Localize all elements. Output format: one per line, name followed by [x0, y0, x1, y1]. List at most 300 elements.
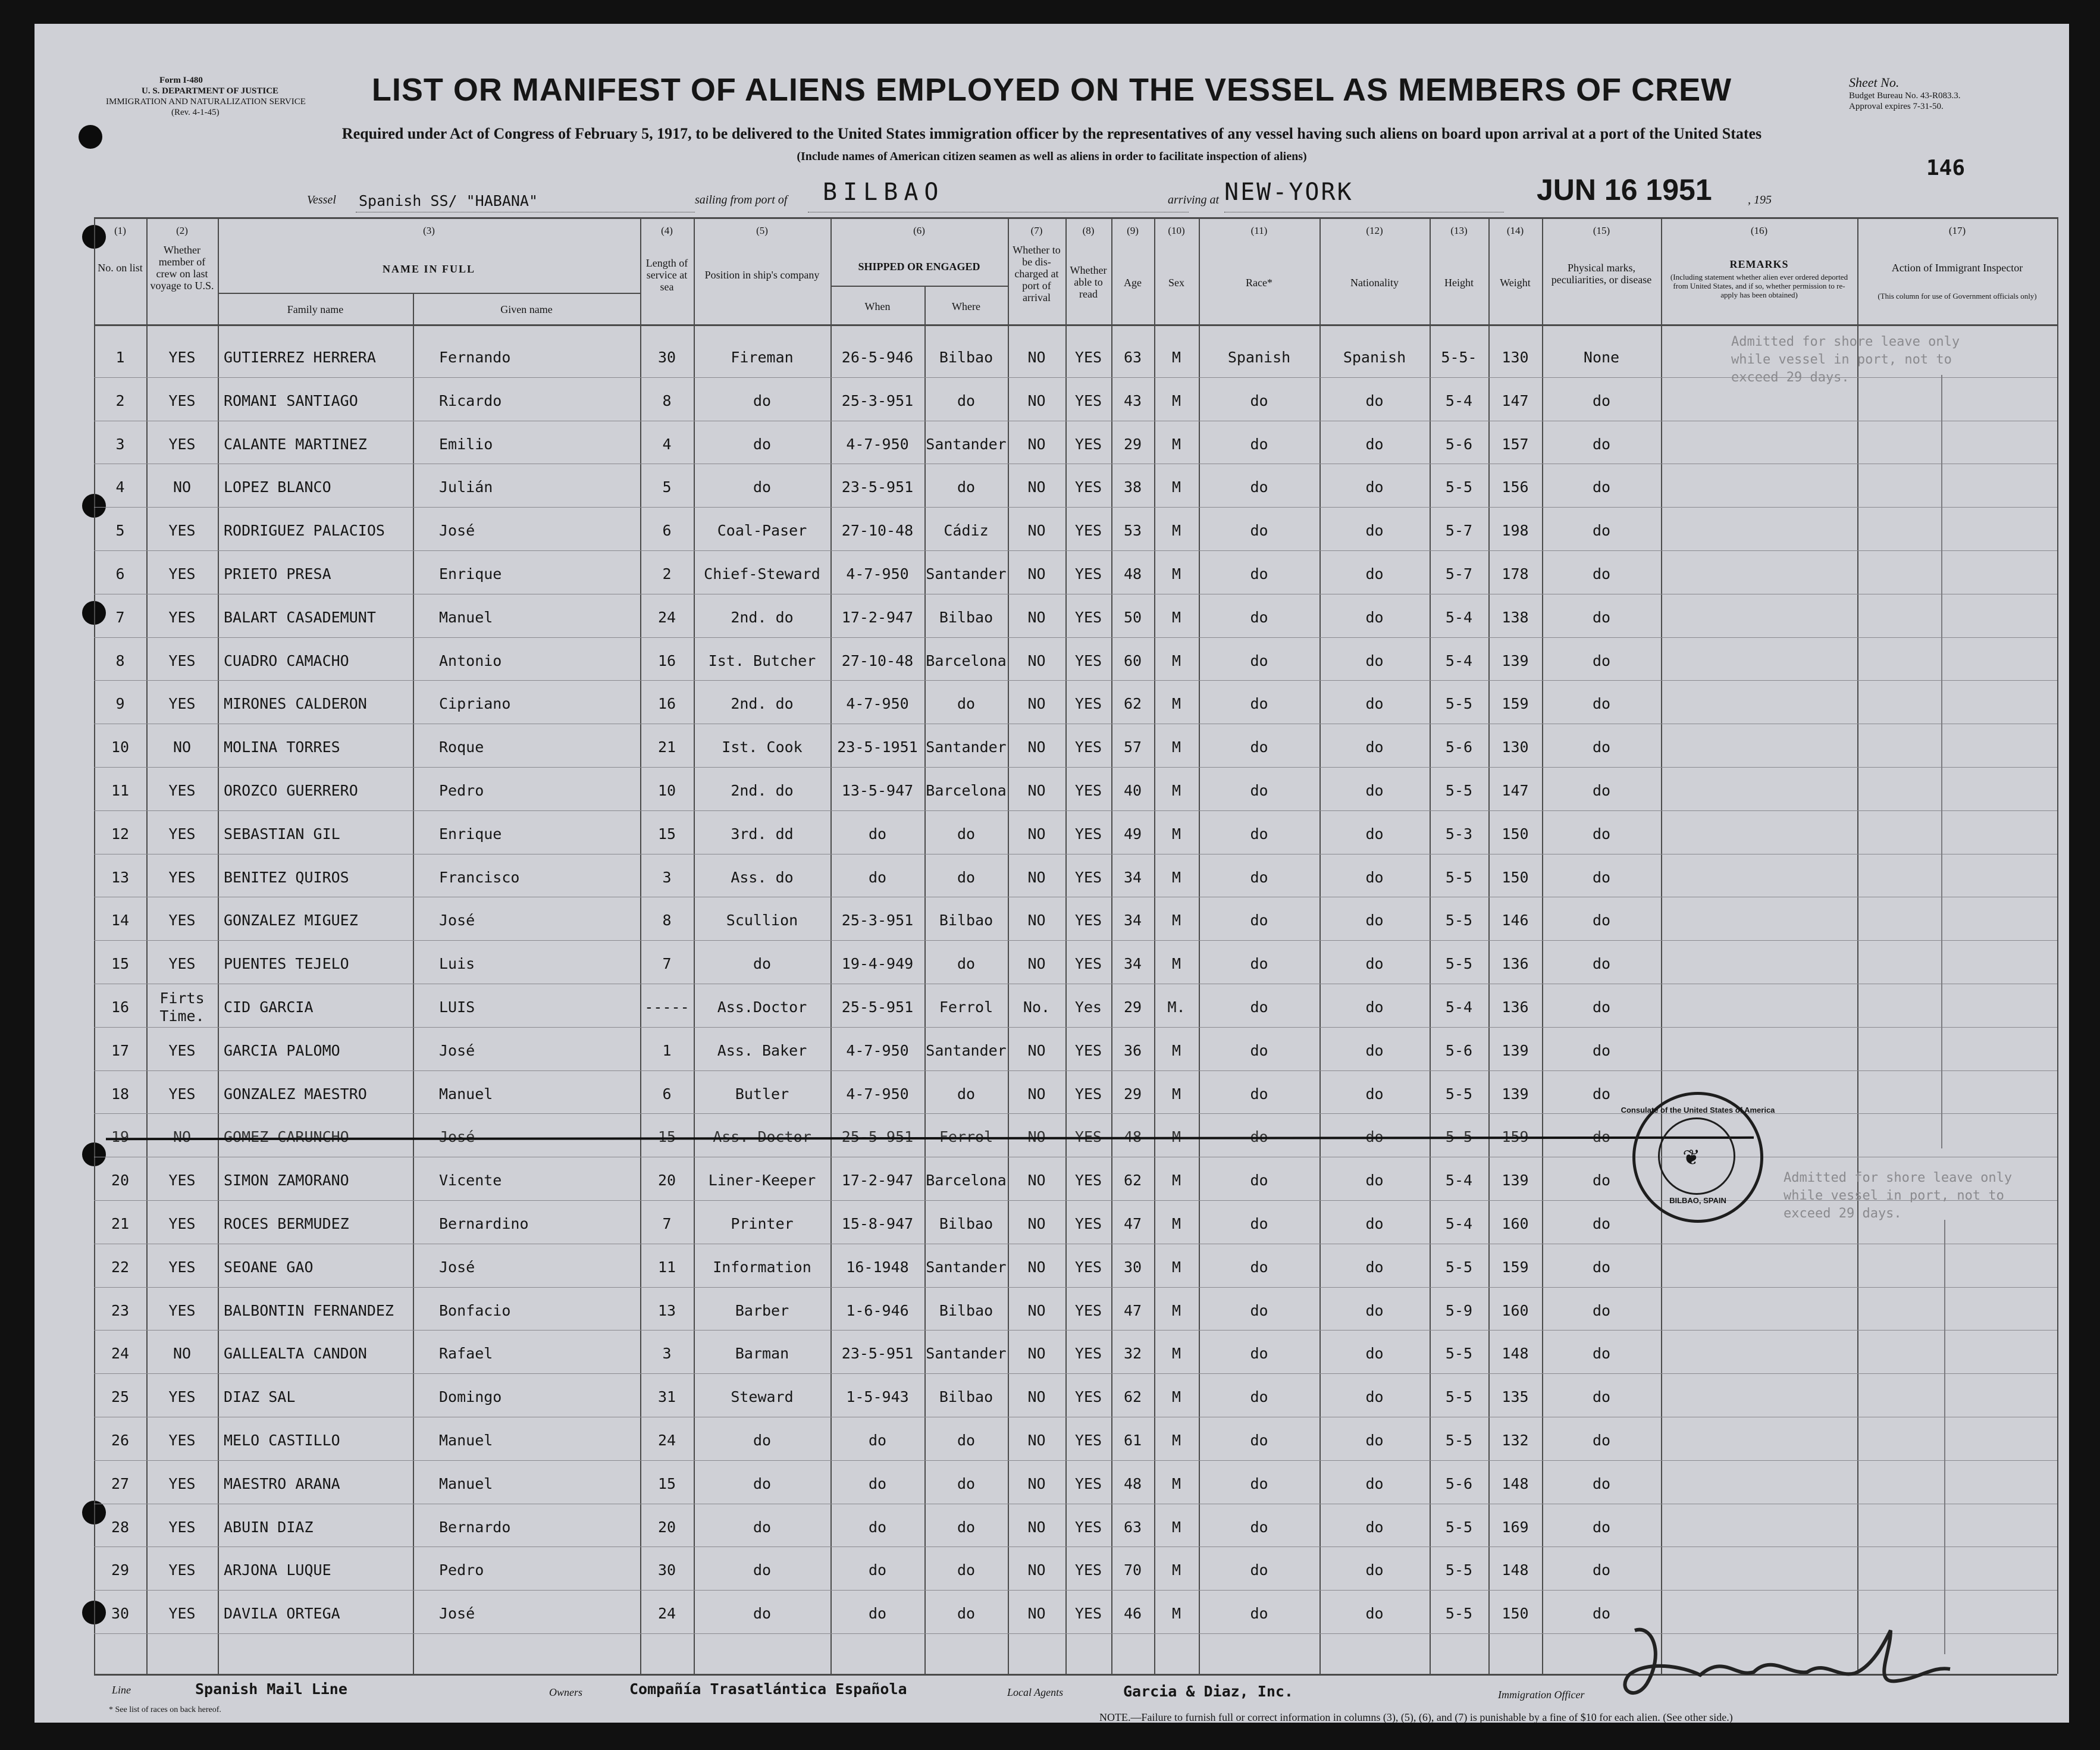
able-to-read: YES — [1074, 565, 1102, 583]
form-number: Form I-480 — [159, 76, 203, 85]
subtitle: Required under Act of Congress of February 5, 1917, to be delivered to the United States immigration officer by the representatives of any vessel having such aliens on board upon arrival at a port of the United States — [341, 125, 1762, 142]
able-to-read: YES — [1074, 1172, 1102, 1189]
age: 60 — [1123, 652, 1142, 669]
able-to-read: YES — [1074, 1518, 1102, 1536]
row-number: 14 — [111, 912, 130, 929]
race: do — [1250, 522, 1268, 540]
discharged: NO — [1027, 522, 1046, 540]
able-to-read: YES — [1074, 912, 1102, 929]
height: 5-6 — [1445, 1474, 1473, 1492]
previous-voyage: NO — [173, 738, 192, 756]
shipped-when: 23-5-1951 — [837, 738, 918, 756]
table-row — [35, 1463, 2069, 1505]
nationality: do — [1365, 998, 1384, 1016]
position: do — [753, 1605, 772, 1623]
shipped-when: 4-7-950 — [846, 435, 909, 453]
age: 61 — [1123, 1432, 1142, 1449]
subtitle-note: (Include names of American citizen seamen as well as aliens in order to facilitate inspection of aliens) — [797, 150, 1307, 163]
race: do — [1250, 652, 1268, 669]
service-length: 30 — [657, 1561, 676, 1579]
shipped-when: 4-7-950 — [846, 565, 909, 583]
col-num: (15) — [1593, 225, 1610, 236]
age: 29 — [1123, 435, 1142, 453]
given-name: Manuel — [439, 1085, 493, 1103]
discharged: NO — [1027, 695, 1046, 713]
shipped-when: 4-7-950 — [846, 695, 909, 713]
previous-voyage: YES — [168, 1474, 196, 1492]
service-length: 24 — [657, 1432, 676, 1449]
sex: M — [1171, 1172, 1181, 1189]
physical-marks: do — [1592, 955, 1611, 973]
weight: 139 — [1502, 1085, 1529, 1103]
weight: 160 — [1502, 1301, 1529, 1319]
age: 32 — [1123, 1345, 1142, 1363]
family-name: MELO CASTILLO — [224, 1432, 340, 1449]
able-to-read: YES — [1074, 392, 1102, 409]
service-length: 21 — [657, 738, 676, 756]
row-rule — [94, 767, 2057, 768]
discharged: NO — [1027, 565, 1046, 583]
nationality: do — [1365, 955, 1384, 973]
shipped-when: 16-1948 — [846, 1258, 909, 1276]
race: do — [1250, 738, 1268, 756]
given-name: Antonio — [439, 652, 502, 669]
shipped-when: do — [868, 1605, 887, 1623]
discharged: NO — [1027, 1258, 1046, 1276]
previous-voyage: YES — [168, 1605, 196, 1623]
previous-voyage: YES — [168, 522, 196, 540]
age: 49 — [1123, 825, 1142, 843]
row-number: 18 — [111, 1085, 130, 1103]
nationality: do — [1365, 912, 1384, 929]
col-num: (14) — [1506, 225, 1524, 236]
service-length: 15 — [657, 1474, 676, 1492]
table-row — [35, 769, 2069, 812]
penalty-note: NOTE.—Failure to furnish full or correct information in columns (3), (5), (6), and (7) is punishable by a fine of $10 for each alien. (See other side.) — [1099, 1711, 1733, 1723]
discharged: NO — [1027, 478, 1046, 496]
nationality: do — [1365, 608, 1384, 626]
discharged: NO — [1027, 392, 1046, 409]
physical-marks: do — [1592, 1041, 1611, 1059]
height: 5-5 — [1445, 1258, 1473, 1276]
table-row — [35, 813, 2069, 856]
height: 5-4 — [1445, 652, 1473, 669]
page-title: LIST OR MANIFEST OF ALIENS EMPLOYED ON THE VESSEL AS MEMBERS OF CREW — [371, 72, 1732, 108]
discharged: NO — [1027, 1215, 1046, 1232]
shipped-where: Ferrol — [939, 998, 993, 1016]
table-row — [35, 1376, 2069, 1419]
header-where: Where — [952, 300, 980, 312]
row-number: 30 — [111, 1605, 130, 1623]
weight: 198 — [1502, 522, 1529, 540]
nationality: do — [1365, 522, 1384, 540]
service-length: 6 — [662, 522, 672, 540]
header-shipped-engaged: SHIPPED OR ENGAGED — [858, 261, 980, 273]
sex: M — [1171, 1041, 1181, 1059]
department: U. S. DEPARTMENT OF JUSTICE — [142, 86, 279, 96]
age: 47 — [1123, 1301, 1142, 1319]
table-row — [35, 856, 2069, 899]
row-number: 26 — [111, 1432, 130, 1449]
position: Barman — [735, 1345, 789, 1363]
weight: 130 — [1502, 349, 1529, 366]
weight: 157 — [1502, 435, 1529, 453]
position: Ist. Cook — [722, 738, 803, 756]
family-name: ROCES BERMUDEZ — [224, 1215, 349, 1232]
nationality: do — [1365, 1474, 1384, 1492]
shipped-where: Bilbao — [939, 1301, 993, 1319]
age: 48 — [1123, 1128, 1142, 1146]
previous-voyage: YES — [168, 1388, 196, 1406]
family-name: ROMANI SANTIAGO — [224, 392, 358, 409]
able-to-read: YES — [1074, 522, 1102, 540]
physical-marks: do — [1592, 1605, 1611, 1623]
given-name: José — [439, 1041, 475, 1059]
table-row — [35, 943, 2069, 985]
race: do — [1250, 1215, 1268, 1232]
row-number: 3 — [115, 435, 125, 453]
vessel-value: Spanish SS/ "HABANA" — [359, 192, 538, 209]
position: do — [753, 1518, 772, 1536]
discharged: NO — [1027, 1345, 1046, 1363]
service-length: 16 — [657, 652, 676, 669]
service-length: 10 — [657, 782, 676, 799]
row-number: 10 — [111, 738, 130, 756]
age: 43 — [1123, 392, 1142, 409]
race: do — [1250, 608, 1268, 626]
weight: 148 — [1502, 1561, 1529, 1579]
sex: M — [1171, 652, 1181, 669]
service-length: 7 — [662, 1215, 672, 1232]
sex: M — [1171, 392, 1181, 409]
shipped-where: do — [957, 1085, 976, 1103]
able-to-read: YES — [1074, 1085, 1102, 1103]
sex: M — [1171, 1128, 1181, 1146]
row-number: 1 — [115, 349, 125, 366]
height: 5-3 — [1445, 825, 1473, 843]
col-num: (1) — [114, 225, 126, 236]
height: 5-5 — [1445, 955, 1473, 973]
physical-marks: do — [1592, 695, 1611, 713]
row-rule — [94, 1546, 2057, 1547]
height: 5-5 — [1445, 1561, 1473, 1579]
discharged: NO — [1027, 825, 1046, 843]
physical-marks: do — [1592, 1085, 1611, 1103]
row-rule — [94, 1373, 2057, 1374]
row-number: 4 — [115, 478, 125, 496]
age: 38 — [1123, 478, 1142, 496]
shipped-where: do — [957, 955, 976, 973]
sex: M — [1171, 912, 1181, 929]
height: 5-5 — [1445, 695, 1473, 713]
race: do — [1250, 1345, 1268, 1363]
discharged: NO — [1027, 1085, 1046, 1103]
nationality: do — [1365, 435, 1384, 453]
position: Ass. Baker — [717, 1041, 807, 1059]
discharged: NO — [1027, 349, 1046, 366]
nationality: do — [1365, 1258, 1384, 1276]
given-name: Pedro — [439, 1561, 484, 1579]
age: 48 — [1123, 1474, 1142, 1492]
weight: 146 — [1502, 912, 1529, 929]
position: Ass. Doctor — [713, 1128, 811, 1146]
nationality: do — [1365, 1128, 1384, 1146]
race: do — [1250, 912, 1268, 929]
position: 2nd. do — [731, 695, 794, 713]
previous-voyage: YES — [168, 392, 196, 409]
row-number: 29 — [111, 1561, 130, 1579]
age: 40 — [1123, 782, 1142, 799]
family-name: SEBASTIAN GIL — [224, 825, 340, 843]
table-top-line — [94, 217, 2057, 219]
row-number: 25 — [111, 1388, 130, 1406]
table-row — [35, 553, 2069, 596]
name-subheader-line — [218, 293, 640, 294]
nationality: do — [1365, 738, 1384, 756]
able-to-read: YES — [1074, 1301, 1102, 1319]
age: 53 — [1123, 522, 1142, 540]
physical-marks: do — [1592, 825, 1611, 843]
height: 5-4 — [1445, 608, 1473, 626]
age: 63 — [1123, 349, 1142, 366]
service-length: 20 — [657, 1172, 676, 1189]
page-number: 146 — [1926, 156, 1966, 180]
row-rule — [94, 1200, 2057, 1201]
previous-voyage: YES — [168, 1041, 196, 1059]
previous-voyage: NO — [173, 1345, 192, 1363]
family-name: DIAZ SAL — [224, 1388, 296, 1406]
weight: 139 — [1502, 1172, 1529, 1189]
header-remarks: REMARKS — [1729, 258, 1789, 270]
given-name: Manuel — [439, 1474, 493, 1492]
given-name: José — [439, 522, 475, 540]
physical-marks: do — [1592, 1561, 1611, 1579]
col-num: (16) — [1750, 225, 1768, 236]
row-number: 5 — [115, 522, 125, 540]
service-length: 20 — [657, 1518, 676, 1536]
physical-marks: do — [1592, 1432, 1611, 1449]
previous-voyage: YES — [168, 1085, 196, 1103]
height: 5-7 — [1445, 522, 1473, 540]
weight: 160 — [1502, 1215, 1529, 1232]
age: 46 — [1123, 1605, 1142, 1623]
service-length: 13 — [657, 1301, 676, 1319]
physical-marks: do — [1592, 868, 1611, 886]
sex: M — [1171, 1258, 1181, 1276]
shipped-where: do — [957, 1432, 976, 1449]
age: 57 — [1123, 738, 1142, 756]
given-name: Rafael — [439, 1345, 493, 1363]
able-to-read: YES — [1074, 1215, 1102, 1232]
weight: 159 — [1502, 1128, 1529, 1146]
arriving-label: arriving at — [1168, 193, 1220, 206]
position: Printer — [731, 1215, 794, 1232]
family-name: MIRONES CALDERON — [224, 695, 367, 713]
header-discharged: Whether to be dis-charged at port of arrival — [1013, 244, 1061, 303]
header-service-length: Length of service at sea — [645, 257, 688, 293]
shipped-where: Barcelona — [926, 652, 1007, 669]
given-name: Roque — [439, 738, 484, 756]
row-rule — [94, 940, 2057, 941]
previous-voyage: YES — [168, 349, 196, 366]
nationality: do — [1365, 1215, 1384, 1232]
previous-voyage: Firts Time. — [159, 990, 205, 1025]
given-name: Bernardino — [439, 1215, 529, 1232]
age: 70 — [1123, 1561, 1142, 1579]
position: do — [753, 392, 772, 409]
family-name: SEOANE GAO — [224, 1258, 314, 1276]
height: 5-5 — [1445, 782, 1473, 799]
row-rule — [94, 680, 2057, 681]
table-row — [35, 1289, 2069, 1332]
header-name-in-full: NAME IN FULL — [382, 263, 475, 275]
shipped-where: do — [957, 695, 976, 713]
height: 5-7 — [1445, 565, 1473, 583]
service-length: 15 — [657, 825, 676, 843]
family-name: CUADRO CAMACHO — [224, 652, 349, 669]
discharged: NO — [1027, 1128, 1046, 1146]
race: do — [1250, 1085, 1268, 1103]
shipped-when: 25-5-951 — [841, 998, 914, 1016]
position: do — [753, 955, 772, 973]
family-name: CALANTE MARTINEZ — [224, 435, 367, 453]
given-name: LUIS — [439, 998, 475, 1016]
sheet-number-label: Sheet No. — [1849, 75, 1900, 90]
stamp-text: Consulate of the United States of America — [1621, 1106, 1775, 1115]
physical-marks: do — [1592, 652, 1611, 669]
shipped-where: do — [957, 478, 976, 496]
shipped-where: Cádiz — [944, 522, 989, 540]
given-name: Luis — [439, 955, 475, 973]
shipped-where: do — [957, 392, 976, 409]
shipped-where: do — [957, 1605, 976, 1623]
shipped-where: Barcelona — [926, 1172, 1007, 1189]
given-name: Pedro — [439, 782, 484, 799]
service-length: 2 — [662, 565, 672, 583]
physical-marks: do — [1592, 1215, 1611, 1232]
table-row — [35, 1246, 2069, 1289]
able-to-read: YES — [1074, 478, 1102, 496]
height: 5-5 — [1445, 1432, 1473, 1449]
sex: M — [1171, 1432, 1181, 1449]
shipped-subheader-line — [830, 286, 1008, 287]
service-length: 4 — [662, 435, 672, 453]
given-name: Cipriano — [439, 695, 511, 713]
shipped-when: 1-5-943 — [846, 1388, 909, 1406]
race: do — [1250, 998, 1268, 1016]
weight: 130 — [1502, 738, 1529, 756]
position: Information — [713, 1258, 811, 1276]
row-number: 27 — [111, 1474, 130, 1492]
header-remarks-note: (Including statement whether alien ever ordered deported from United States, and if so, whether permission to re-apply has been obtained) — [1670, 273, 1848, 299]
shipped-where: Bilbao — [939, 1388, 993, 1406]
family-name: ARJONA LUQUE — [224, 1561, 331, 1579]
discharged: NO — [1027, 1474, 1046, 1492]
weight: 148 — [1502, 1474, 1529, 1492]
previous-voyage: YES — [168, 1301, 196, 1319]
previous-voyage: YES — [168, 912, 196, 929]
col-num: (10) — [1168, 225, 1185, 236]
age: 29 — [1123, 998, 1142, 1016]
race: do — [1250, 1301, 1268, 1319]
table-row — [35, 1549, 2069, 1592]
shipped-when: do — [868, 868, 887, 886]
discharged: NO — [1027, 1561, 1046, 1579]
col-num: (11) — [1250, 225, 1268, 236]
header-physical-marks: Physical marks, peculiarities, or disease — [1551, 262, 1652, 286]
weight: 150 — [1502, 1605, 1529, 1623]
previous-voyage: YES — [168, 695, 196, 713]
family-name: GONZALEZ MIGUEZ — [224, 912, 358, 929]
weight: 136 — [1502, 998, 1529, 1016]
previous-voyage: YES — [168, 1432, 196, 1449]
race: do — [1250, 825, 1268, 843]
weight: 178 — [1502, 565, 1529, 583]
weight: 150 — [1502, 868, 1529, 886]
previous-voyage: YES — [168, 1561, 196, 1579]
position: do — [753, 435, 772, 453]
position: Ist. Butcher — [708, 652, 816, 669]
header-age: Age — [1124, 277, 1142, 289]
previous-voyage: YES — [168, 435, 196, 453]
given-name: Vicente — [439, 1172, 502, 1189]
row-rule — [94, 637, 2057, 638]
family-name: GALLEALTA CANDON — [224, 1345, 367, 1363]
col-num: (8) — [1082, 225, 1095, 236]
row-number: 15 — [111, 955, 130, 973]
position: Steward — [731, 1388, 794, 1406]
physical-marks: do — [1592, 1172, 1611, 1189]
height: 5-6 — [1445, 1041, 1473, 1059]
discharged: NO — [1027, 782, 1046, 799]
family-name: MOLINA TORRES — [224, 738, 340, 756]
shipped-when: 4-7-950 — [846, 1041, 909, 1059]
able-to-read: YES — [1074, 1605, 1102, 1623]
age: 30 — [1123, 1258, 1142, 1276]
table-row — [35, 423, 2069, 466]
previous-voyage: YES — [168, 1172, 196, 1189]
header-nationality: Nationality — [1350, 277, 1399, 289]
col-num: (17) — [1948, 225, 1966, 236]
sex: M — [1171, 825, 1181, 843]
physical-marks: do — [1592, 1388, 1611, 1406]
able-to-read: YES — [1074, 1432, 1102, 1449]
given-name: Enrique — [439, 565, 502, 583]
given-name: Emilio — [439, 435, 493, 453]
row-number: 23 — [111, 1301, 130, 1319]
owners-label: Owners — [549, 1686, 583, 1698]
given-name: Francisco — [439, 868, 520, 886]
col-num: (3) — [423, 225, 435, 236]
height: 5-5 — [1445, 1518, 1473, 1536]
physical-marks: do — [1592, 1345, 1611, 1363]
shipped-when: do — [868, 1474, 887, 1492]
sex: M — [1171, 565, 1181, 583]
nationality: do — [1365, 868, 1384, 886]
header-race: Race* — [1246, 277, 1272, 289]
header-given-name: Given name — [500, 303, 553, 315]
race: do — [1250, 1388, 1268, 1406]
row-number: 2 — [115, 392, 125, 409]
shipped-when: 13-5-947 — [841, 782, 914, 799]
physical-marks: do — [1592, 1474, 1611, 1492]
inspector-pencil-line — [1944, 1220, 1945, 1654]
shipped-when: 23-5-951 — [841, 478, 914, 496]
given-name: Domingo — [439, 1388, 502, 1406]
row-number: 8 — [115, 652, 125, 669]
age: 48 — [1123, 565, 1142, 583]
sex: M — [1171, 1345, 1181, 1363]
